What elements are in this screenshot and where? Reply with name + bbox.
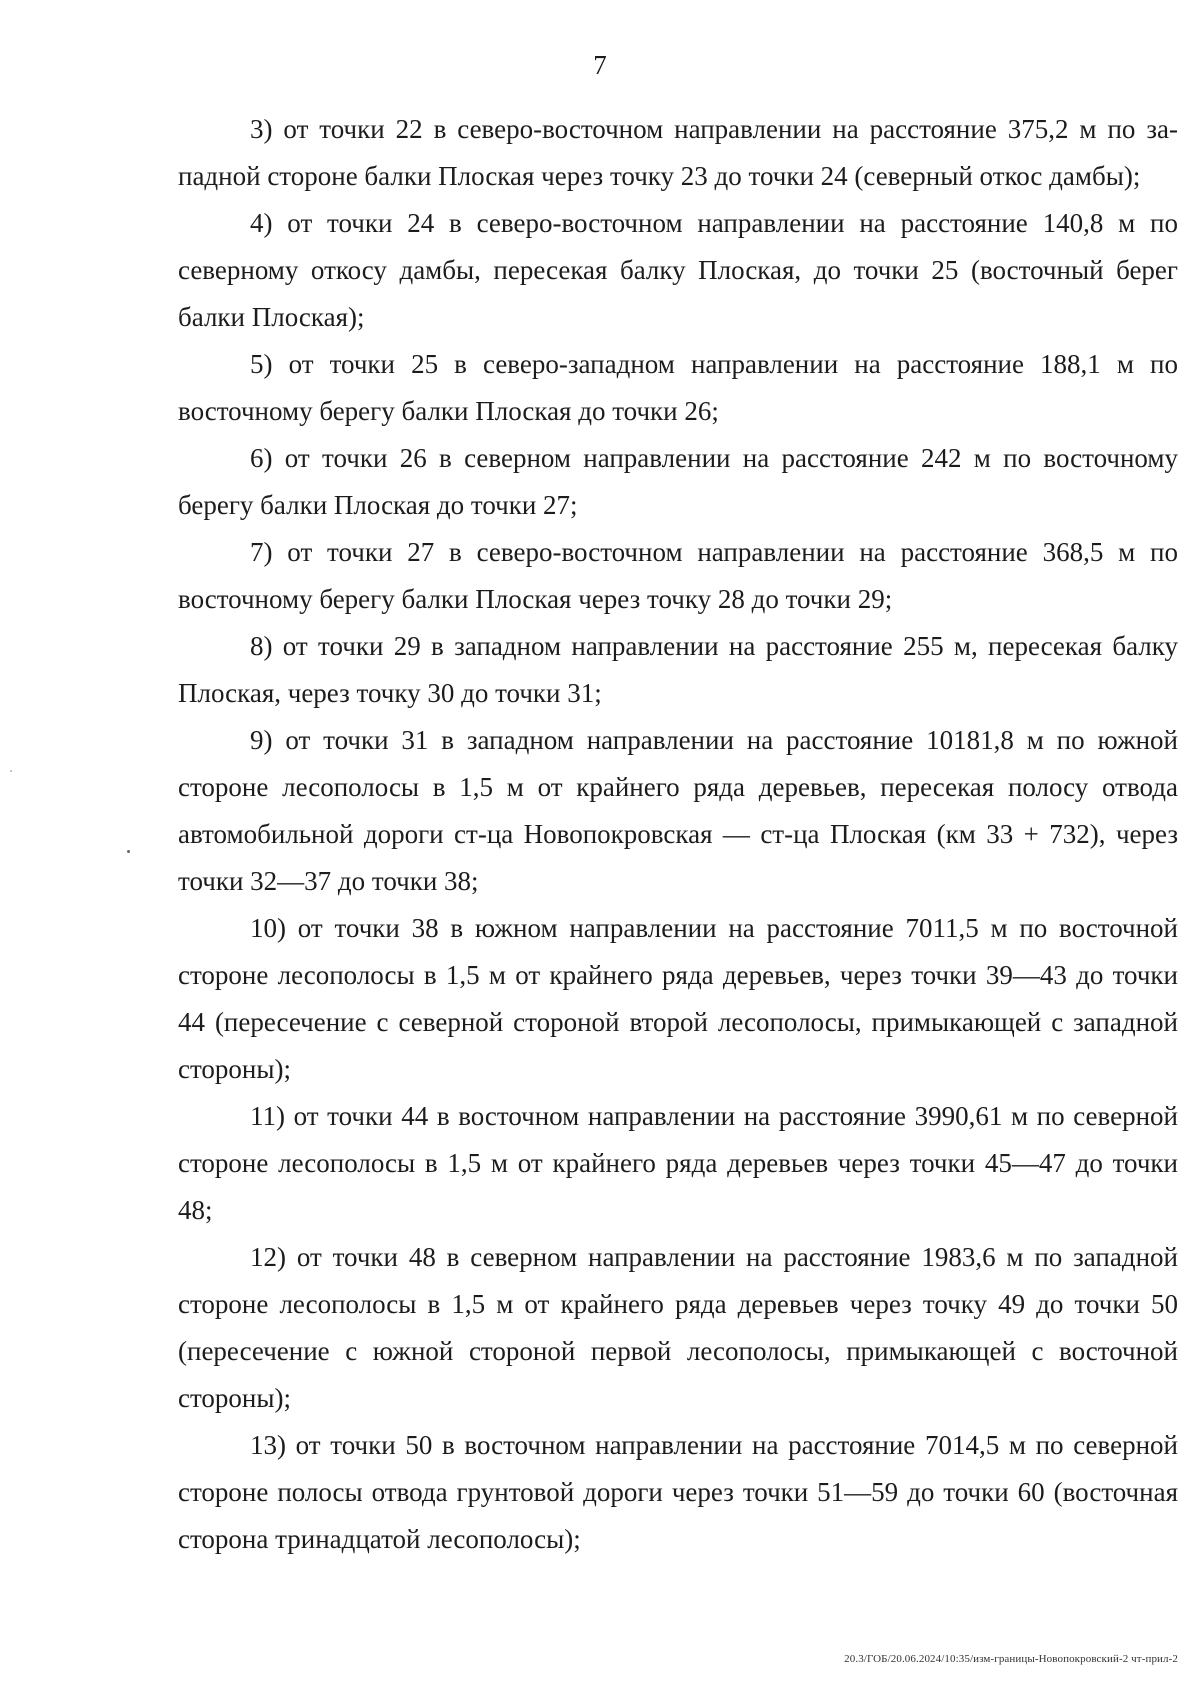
list-item-7: 7) от точки 27 в северо-восточном направлении на расстояние 368,5 м по восточному берегу балки Плоская через точку 28 до точки 29;	[178, 537, 1178, 614]
document-footer-code: 20.3/ГОБ/20.06.2024/10:35/изм-границы-Новопокровский-2 чт-прил-2	[844, 1653, 1178, 1665]
list-item-13: 13) от точки 50 в восточном направлении на расстояние 7014,5 м по северной стороне полосы отвода грунтовой дороги через точки 51—59 до точки 60 (восточная сторона тринадцатой лесополосы);	[178, 1430, 1178, 1554]
list-item-10: 10) от точки 38 в южном направлении на расстояние 7011,5 м по восточной стороне лесополосы в 1,5 м от крайнего ряда деревьев, через точки 39—43 до точки 44 (пересечение с северной стороной второй лесополосы, примыкающей с западной стороны);	[178, 913, 1178, 1084]
list-item-8: 8) от точки 29 в западном направлении на расстояние 255 м, пересекая балку Плоская, через точку 30 до точки 31;	[178, 631, 1178, 708]
list-item-11: 11) от точки 44 в восточном направлении на расстояние 3990,61 м по северной стороне лесополосы в 1,5 м от крайнего ряда деревьев через точки 45—47 до точки 48;	[178, 1101, 1178, 1225]
document-body	[178, 106, 1178, 1563]
list-item-4: 4) от точки 24 в северо-восточном направлении на расстояние 140,8 м по северному откосу дамбы, пересекая балку Плоская, до точки 25 (восточный берег балки Плоская);	[178, 208, 1178, 332]
page-number: 7	[593, 50, 607, 80]
list-item-5: 5) от точки 25 в северо-западном направлении на расстояние 188,1 м по восточному берегу балки Плоская до точки 26;	[178, 349, 1178, 426]
list-item-9: 9) от точки 31 в западном направлении на расстояние 10181,8 м по южной стороне лесополосы в 1,5 м от крайнего ряда деревьев, пересекая полосу отвода автомобильной дороги ст-ца Новопокровская — ст-ца Плоская (км 33 + 732), через точки 32—37 до точки 38;	[178, 725, 1178, 896]
list-item-12: 12) от точки 48 в северном направлении на расстояние 1983,6 м по западной стороне лесополосы в 1,5 м от крайнего ряда деревьев через точку 49 до точки 50 (пересечение с южной стороной первой лесополосы, примыкающей с восточной стороны);	[178, 1242, 1178, 1413]
list-item-6: 6) от точки 26 в северном направлении на расстояние 242 м по восточному берегу балки Плоская до точки 27;	[178, 443, 1178, 520]
scan-speck	[10, 770, 12, 772]
list-item-3: 3) от точки 22 в северо-восточном направлении на расстояние 375,2 м по западной стороне балки Плоская через точку 23 до точки 24 (северный откос дамбы);	[178, 114, 1178, 191]
scan-speck	[127, 850, 130, 853]
